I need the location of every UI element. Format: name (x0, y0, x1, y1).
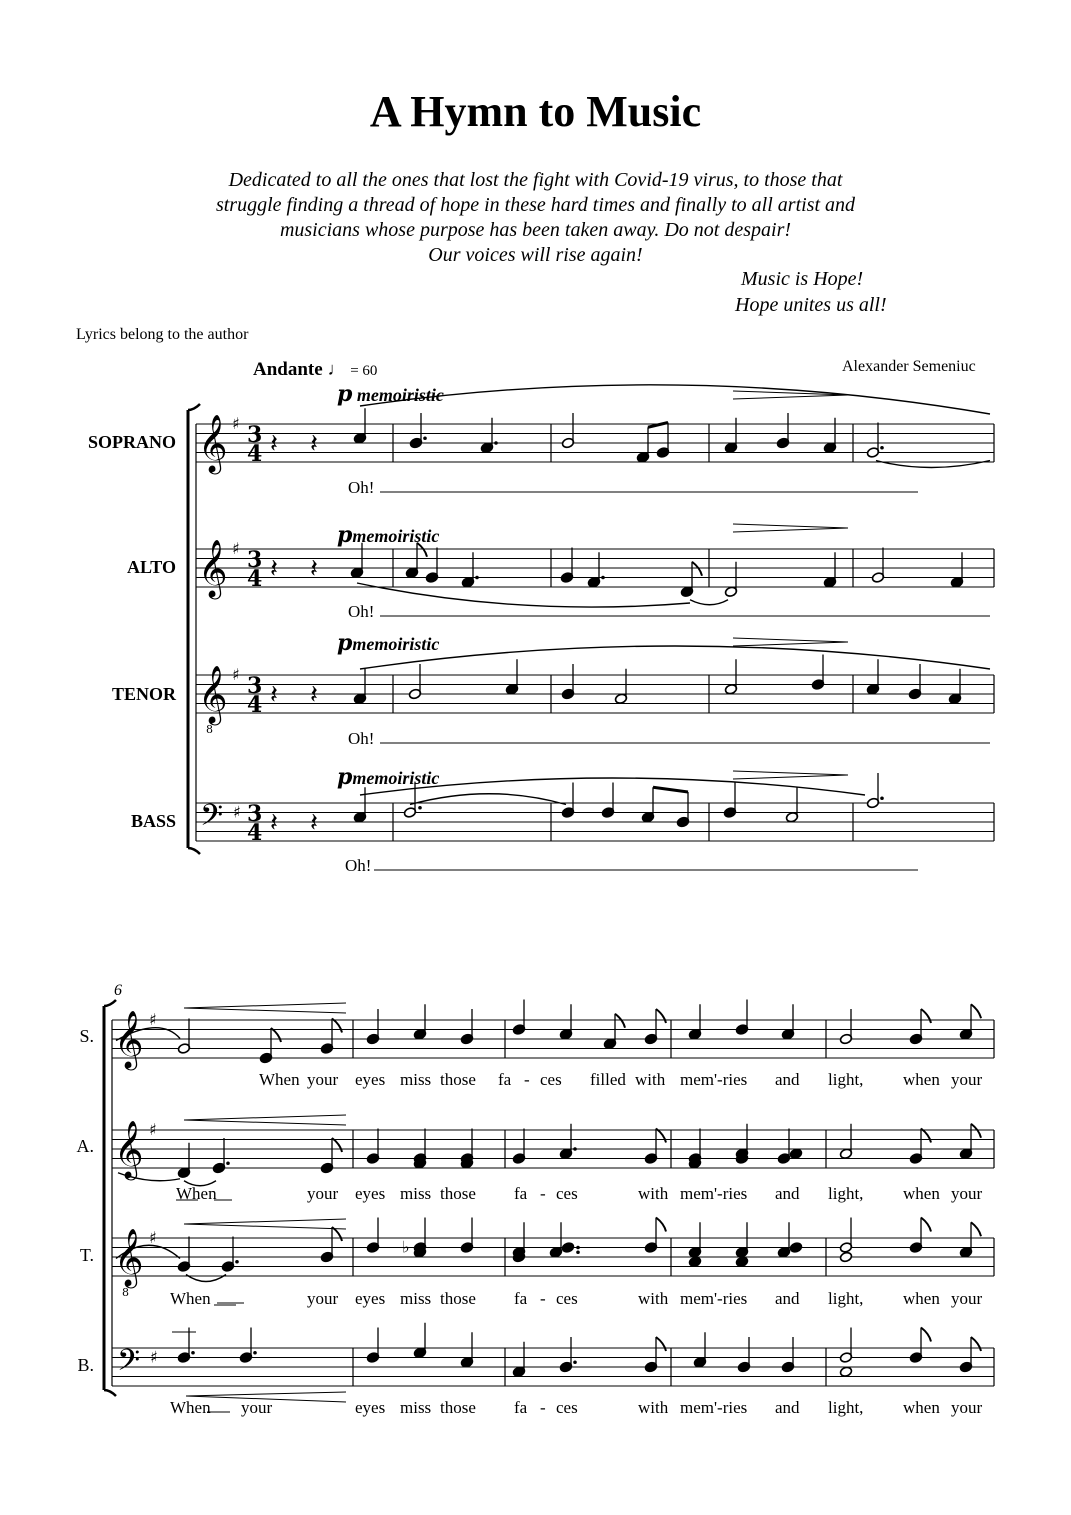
lyric-syllable: - (540, 1398, 546, 1417)
treble-clef-icon: 𝄞 (114, 1010, 144, 1068)
tie (690, 600, 728, 605)
lyric-syllable: with (635, 1070, 666, 1089)
octave-8-marking: 8 (206, 723, 213, 736)
augmentation-dot (235, 1260, 239, 1264)
dynamic-alto: pmemoiristic (337, 522, 440, 548)
note-head (561, 1242, 574, 1254)
augmentation-dot (573, 1147, 577, 1151)
augmentation-dot (423, 436, 427, 440)
sharp-icon: ♯ (232, 414, 240, 433)
flag (656, 1218, 666, 1232)
lyric-syllable: those (440, 1184, 476, 1203)
flat-icon: ♭ (402, 1237, 410, 1257)
lyric-syllable: your (951, 1184, 983, 1203)
time-signature-top: 3 (247, 422, 263, 448)
motto-line: Music is Hope! (741, 268, 864, 290)
time-signature-bottom: 4 (247, 692, 263, 718)
lyric-syllable: when (903, 1398, 940, 1417)
phrase-slur (360, 385, 990, 414)
lyric-syllable: filled (590, 1070, 626, 1089)
decrescendo-hairpin (733, 528, 848, 532)
lyric-syllable: miss (400, 1289, 432, 1308)
sharp-icon: ♯ (149, 1010, 157, 1029)
lyric-syllable: fa (498, 1070, 512, 1089)
sharp-icon: ♯ (149, 1228, 157, 1247)
bass-clef-icon: 𝄢 (200, 799, 224, 840)
decrescendo-hairpin (733, 524, 848, 528)
time-signature-top: 3 (247, 673, 263, 699)
flag (971, 1337, 981, 1351)
crescendo-hairpin (184, 1003, 346, 1008)
lyric-syllable: light, (828, 1184, 864, 1203)
quarter-rest: 𝄽 (270, 680, 278, 710)
augmentation-dot (253, 1351, 257, 1355)
augmentation-dot (475, 576, 479, 580)
lyric-syllable: with (638, 1184, 669, 1203)
dynamic-tenor: pmemoiristic (337, 630, 440, 656)
flag (332, 1138, 342, 1152)
flag (921, 1218, 931, 1232)
note-head (688, 1256, 701, 1268)
lyric-syllable: and (775, 1184, 800, 1203)
motto-line: Hope unites us all! (735, 294, 887, 316)
lyric-syllable: your (307, 1289, 339, 1308)
crescendo-hairpin (184, 1219, 346, 1224)
lyric-syllable: - (524, 1070, 530, 1089)
crescendo-hairpin (184, 1115, 346, 1120)
measure-number: 6 (114, 982, 122, 999)
lyric-syllable: eyes (355, 1184, 386, 1203)
lyric-syllable: those (440, 1398, 476, 1417)
flag (692, 562, 702, 576)
note-head (839, 1251, 852, 1263)
note-head (789, 1242, 802, 1254)
bracket-hook (188, 404, 200, 410)
flag (417, 543, 427, 557)
decrescendo-hairpin (186, 1396, 346, 1402)
sharp-icon: ♯ (232, 539, 240, 558)
voice-label-alto: ALTO (126, 557, 176, 577)
flag (921, 1129, 931, 1143)
lyric-syllable: eyes (355, 1289, 386, 1308)
flag (971, 1004, 981, 1018)
lyric-syllable: miss (400, 1398, 432, 1417)
lyric-syllable: those (440, 1070, 476, 1089)
lyric-syllable: light, (828, 1289, 864, 1308)
lyric-syllable: fa (514, 1184, 528, 1203)
decrescendo-hairpin (733, 775, 848, 779)
quarter-rest: 𝄽 (310, 680, 318, 710)
flag (332, 1019, 342, 1033)
phrase-slur (360, 646, 990, 669)
time-signature-bottom: 4 (247, 441, 263, 467)
lyric-syllable: eyes (355, 1070, 386, 1089)
quarter-rest: 𝄽 (270, 808, 278, 838)
flag (656, 1009, 666, 1023)
augmentation-dot (191, 1351, 195, 1355)
time-signature-top: 3 (247, 801, 263, 827)
lyric-syllable: mem'-ries (680, 1289, 748, 1308)
sharp-icon: ♯ (232, 665, 240, 684)
crescendo-hairpin (184, 1224, 346, 1229)
dynamic-soprano: p memoiristic (337, 381, 444, 407)
decrescendo-hairpin (733, 395, 848, 399)
lyric-syllable: mem'-ries (680, 1398, 748, 1417)
augmentation-dot (880, 796, 884, 800)
decrescendo-hairpin (733, 638, 848, 642)
beam (653, 787, 688, 792)
lyric-syllable: your (307, 1070, 339, 1089)
quarter-rest: 𝄽 (310, 429, 318, 459)
metronome-value: = 60 (350, 363, 378, 379)
lyric-syllable: light, (828, 1398, 864, 1417)
quarter-rest: 𝄽 (310, 808, 318, 838)
treble-clef-icon: 𝄞 (198, 665, 228, 723)
bracket-hook (104, 1000, 116, 1006)
augmentation-dot (576, 1246, 580, 1250)
augmentation-dot (494, 441, 498, 445)
time-signature-bottom: 4 (247, 820, 263, 846)
lyric-syllable: light, (828, 1070, 864, 1089)
lyric-syllable: - (540, 1184, 546, 1203)
lyric-bass-oh: Oh! (345, 856, 372, 875)
dynamic-bass: pmemoiristic (337, 764, 440, 790)
page-title: A Hymn to Music (369, 87, 702, 136)
quarter-rest: 𝄽 (270, 429, 278, 459)
treble-clef-icon: 𝄞 (114, 1228, 144, 1286)
crescendo-hairpin (184, 1120, 346, 1125)
augmentation-dot (880, 446, 884, 450)
note-head (735, 1256, 748, 1268)
lyric-syllable: miss (400, 1070, 432, 1089)
lyric-soprano-oh: Oh! (348, 478, 375, 497)
lyric-syllable: - (540, 1289, 546, 1308)
note-head (789, 1148, 802, 1160)
lyric-syllable: mem'-ries (680, 1184, 748, 1203)
lyric-syllable: When (170, 1289, 211, 1308)
flag (921, 1328, 931, 1342)
sharp-icon: ♯ (233, 802, 241, 822)
treble-clef-icon: 𝄞 (198, 414, 228, 472)
lyric-syllable: your (241, 1398, 273, 1417)
augmentation-dot (226, 1161, 230, 1165)
flag (971, 1222, 981, 1236)
beam (648, 423, 668, 428)
voice-abbr-alto: A. (76, 1136, 94, 1156)
flag (271, 1028, 281, 1042)
quarter-rest: 𝄽 (270, 554, 278, 584)
lyric-syllable: your (951, 1070, 983, 1089)
lyric-syllable: ces (556, 1184, 578, 1203)
voice-abbr-tenor: T. (79, 1245, 94, 1265)
lyric-syllable: When (176, 1184, 217, 1203)
lyric-syllable: with (638, 1398, 669, 1417)
lyric-syllable: miss (400, 1184, 432, 1203)
augmentation-dot (573, 1360, 577, 1364)
lyric-syllable: fa (514, 1398, 528, 1417)
lyric-syllable: when (903, 1184, 940, 1203)
quarter-note-icon: ♩ (327, 359, 346, 379)
decrescendo-hairpin (733, 771, 848, 775)
slur (184, 1181, 216, 1186)
voice-label-bass: BASS (130, 811, 176, 831)
lyric-syllable: ces (556, 1289, 578, 1308)
composer: Alexander Semeniuc (842, 358, 976, 375)
voice-abbr-soprano: S. (79, 1026, 94, 1046)
crescendo-hairpin (184, 1008, 346, 1013)
lyric-syllable: eyes (355, 1398, 386, 1417)
lyric-syllable: with (638, 1289, 669, 1308)
flag (656, 1337, 666, 1351)
sharp-icon: ♯ (149, 1120, 157, 1139)
lyric-alto-oh: Oh! (348, 602, 375, 621)
augmentation-dot (601, 576, 605, 580)
octave-8-marking: 8 (122, 1286, 129, 1299)
voice-abbr-bass: B. (77, 1355, 94, 1375)
lyric-syllable: fa (514, 1289, 528, 1308)
tempo-word: Andante (253, 359, 323, 380)
flag (656, 1129, 666, 1143)
lyric-syllable: and (775, 1289, 800, 1308)
lyric-syllable: when (903, 1289, 940, 1308)
lyric-syllable: your (951, 1398, 983, 1417)
augmentation-dot (418, 806, 422, 810)
voice-label-soprano: SOPRANO (87, 432, 176, 452)
bracket-hook (188, 848, 200, 854)
treble-clef-icon: 𝄞 (198, 539, 228, 597)
dedication-line: Dedicated to all the ones that lost the fight with Covid-19 virus, to those that (228, 169, 843, 191)
lyric-syllable: your (951, 1289, 983, 1308)
treble-clef-icon: 𝄞 (114, 1120, 144, 1178)
lyric-syllable: mem'-ries (680, 1070, 748, 1089)
dedication-line: struggle finding a thread of hope in these hard times and finally to all artist and (215, 194, 856, 216)
flag (921, 1009, 931, 1023)
sharp-icon: ♯ (150, 1347, 158, 1367)
lyric-syllable: When (259, 1070, 300, 1089)
time-signature-bottom: 4 (247, 566, 263, 592)
lyric-tenor-oh: Oh! (348, 729, 375, 748)
flag (971, 1124, 981, 1138)
lyric-syllable: those (440, 1289, 476, 1308)
decrescendo-hairpin (186, 1392, 346, 1396)
lyric-syllable: and (775, 1070, 800, 1089)
decrescendo-hairpin (733, 642, 848, 646)
dedication-line: Our voices will rise again! (428, 244, 643, 266)
bracket-hook (104, 1390, 116, 1396)
note-head (839, 1366, 852, 1378)
lyric-syllable: ces (556, 1398, 578, 1417)
lyric-syllable: and (775, 1398, 800, 1417)
lyric-syllable: ces (540, 1070, 562, 1089)
voice-label-tenor: TENOR (111, 684, 176, 704)
bass-clef-icon: 𝄢 (117, 1344, 141, 1385)
time-signature-top: 3 (247, 547, 263, 573)
lyrics-credit: Lyrics belong to the author (76, 326, 249, 343)
augmentation-dot (576, 1250, 580, 1254)
lyric-syllable: When (170, 1398, 211, 1417)
lyric-syllable: when (903, 1070, 940, 1089)
quarter-rest: 𝄽 (310, 554, 318, 584)
dedication-line: musicians whose purpose has been taken away. Do not despair! (279, 219, 792, 241)
flag (615, 1014, 625, 1028)
lyric-syllable: your (307, 1184, 339, 1203)
